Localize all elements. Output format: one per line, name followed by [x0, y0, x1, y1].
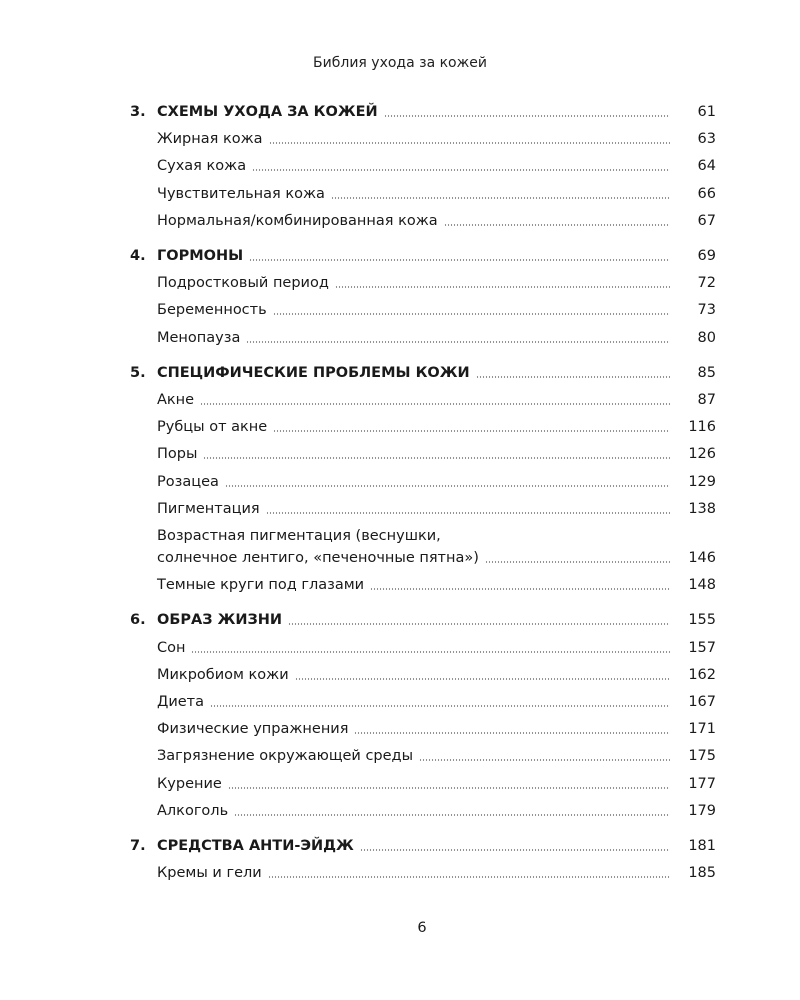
dot-leader: [234, 814, 670, 816]
dot-leader: [191, 651, 670, 653]
entry-title: Менопауза: [157, 329, 241, 346]
toc-entry[interactable]: [157, 662, 716, 684]
dot-leader: [354, 732, 670, 734]
page-ref: 177: [688, 775, 716, 792]
toc-entry[interactable]: [157, 297, 716, 319]
toc-chapter-entry[interactable]: [130, 99, 716, 121]
page-ref: 72: [697, 275, 716, 292]
dot-leader: [268, 876, 670, 878]
toc-chapter-entry[interactable]: [130, 243, 716, 265]
entry-title: Кремы и гели: [157, 865, 262, 882]
page-ref: 167: [688, 694, 716, 710]
entry-title: Рубцы от акне: [157, 419, 268, 436]
toc-entry[interactable]: [157, 387, 716, 409]
toc-entry[interactable]: [157, 208, 716, 230]
toc-entry[interactable]: [157, 689, 716, 711]
entry-title: Розацеа: [157, 473, 219, 490]
dot-leader: [485, 561, 670, 563]
page-ref: 80: [697, 329, 716, 346]
page-ref: 67: [697, 212, 716, 229]
page-ref: 69: [697, 248, 716, 264]
chapter-title: ГОРМОНЫ: [157, 248, 244, 264]
entry-title: Загрязнение окружающей среды: [157, 748, 414, 765]
toc-chapter-entry[interactable]: [130, 360, 716, 382]
dot-leader: [295, 678, 670, 680]
entry-title: Сухая кожа: [157, 158, 247, 175]
page-ref: 87: [697, 392, 716, 408]
page-ref: 85: [697, 364, 716, 381]
toc-entry[interactable]: [157, 860, 716, 882]
entry-title: солнечное лентиго, «печеночные пятна»): [157, 550, 479, 566]
page-ref: 148: [688, 577, 716, 594]
dot-leader: [252, 169, 670, 171]
entry-title: Беременность: [157, 302, 267, 319]
dot-leader: [269, 142, 670, 144]
toc-entry[interactable]: [157, 545, 716, 567]
toc-entry[interactable]: [157, 798, 716, 820]
entry-title: Пигментация: [157, 500, 260, 517]
dot-leader: [225, 485, 670, 487]
chapter-title: СПЕЦИФИЧЕСКИЕ ПРОБЛЕМЫ КОЖИ: [157, 364, 470, 381]
dot-leader: [331, 197, 670, 199]
toc-entry[interactable]: [157, 126, 716, 148]
page-ref: 66: [697, 185, 716, 202]
chapter-number: 3.: [130, 104, 146, 120]
dot-leader: [288, 623, 670, 625]
toc-entry[interactable]: [157, 635, 716, 657]
toc-entry[interactable]: [157, 181, 716, 203]
chapter-title: СРЕДСТВА АНТИ-ЭЙДЖ: [157, 838, 354, 854]
toc-entry[interactable]: [157, 496, 716, 518]
toc-entry[interactable]: [157, 743, 716, 765]
entry-title: Чувствительная кожа: [157, 185, 325, 202]
dot-leader: [370, 588, 670, 590]
page-ref: 126: [688, 446, 716, 463]
dot-leader: [246, 341, 670, 343]
toc-chapter-entry[interactable]: [130, 833, 716, 855]
entry-title: Нормальная/комбинированная кожа: [157, 212, 438, 229]
dot-leader: [476, 376, 670, 378]
page-ref: 116: [688, 419, 716, 436]
page-ref: 63: [697, 131, 716, 148]
dot-leader: [200, 403, 670, 405]
chapter-title: ОБРАЗ ЖИЗНИ: [157, 612, 283, 629]
entry-title: Жирная кожа: [157, 131, 263, 148]
dot-leader: [273, 430, 670, 432]
dot-leader: [210, 705, 670, 707]
toc-entry[interactable]: [157, 771, 716, 793]
entry-title: Подростковый период: [157, 275, 329, 292]
toc-entry[interactable]: [157, 270, 716, 292]
dot-leader: [228, 787, 670, 789]
entry-title: Темные круги под глазами: [157, 577, 365, 594]
page-ref: 129: [688, 473, 716, 490]
dot-leader: [444, 224, 670, 226]
page-ref: 179: [688, 802, 716, 819]
page-ref: 171: [688, 721, 716, 738]
dot-leader: [335, 286, 670, 288]
toc-chapter-entry[interactable]: [130, 607, 716, 629]
entry-title: Микробиом кожи: [157, 666, 289, 683]
page-ref: 64: [697, 158, 716, 175]
chapter-number: 5.: [130, 364, 146, 381]
page-ref: 157: [688, 639, 716, 656]
dot-leader: [249, 259, 670, 261]
chapter-number: 6.: [130, 612, 146, 629]
page-ref: 73: [697, 302, 716, 319]
page-ref: 181: [688, 838, 716, 854]
entry-title: Алкоголь: [157, 802, 229, 819]
entry-title: Акне: [157, 392, 195, 408]
chapter-number: 4.: [130, 248, 146, 264]
page-ref: 155: [688, 612, 716, 629]
entry-title: Курение: [157, 775, 222, 792]
page-ref: 162: [688, 666, 716, 683]
entry-title: Диета: [157, 694, 205, 710]
entry-title: Сон: [157, 639, 186, 656]
page-ref: 61: [697, 104, 716, 120]
toc-entry[interactable]: [157, 414, 716, 436]
toc-entry[interactable]: [157, 716, 716, 738]
page-ref: 175: [688, 748, 716, 765]
dot-leader: [203, 457, 670, 459]
toc-entry[interactable]: [157, 325, 716, 347]
page-ref: 185: [688, 865, 716, 882]
entry-title: Физические упражнения: [157, 721, 349, 738]
toc-entry[interactable]: [157, 469, 716, 491]
page-ref: 146: [688, 550, 716, 566]
page-ref: 138: [688, 500, 716, 517]
dot-leader: [266, 512, 670, 514]
toc-entry[interactable]: [157, 572, 716, 594]
page-number: 6: [417, 920, 427, 936]
toc-entry-title-line: Возрастная пигментация (веснушки,: [157, 528, 441, 544]
entry-title: Поры: [157, 446, 198, 463]
toc-entry[interactable]: [157, 441, 716, 463]
toc-entry[interactable]: [157, 153, 716, 175]
dot-leader: [273, 313, 670, 315]
chapter-title: СХЕМЫ УХОДА ЗА КОЖЕЙ: [157, 104, 378, 120]
dot-leader: [419, 759, 670, 761]
running-header: Библия ухода за кожей: [313, 55, 487, 71]
dot-leader: [360, 849, 670, 851]
chapter-number: 7.: [130, 838, 146, 854]
dot-leader: [384, 115, 670, 117]
